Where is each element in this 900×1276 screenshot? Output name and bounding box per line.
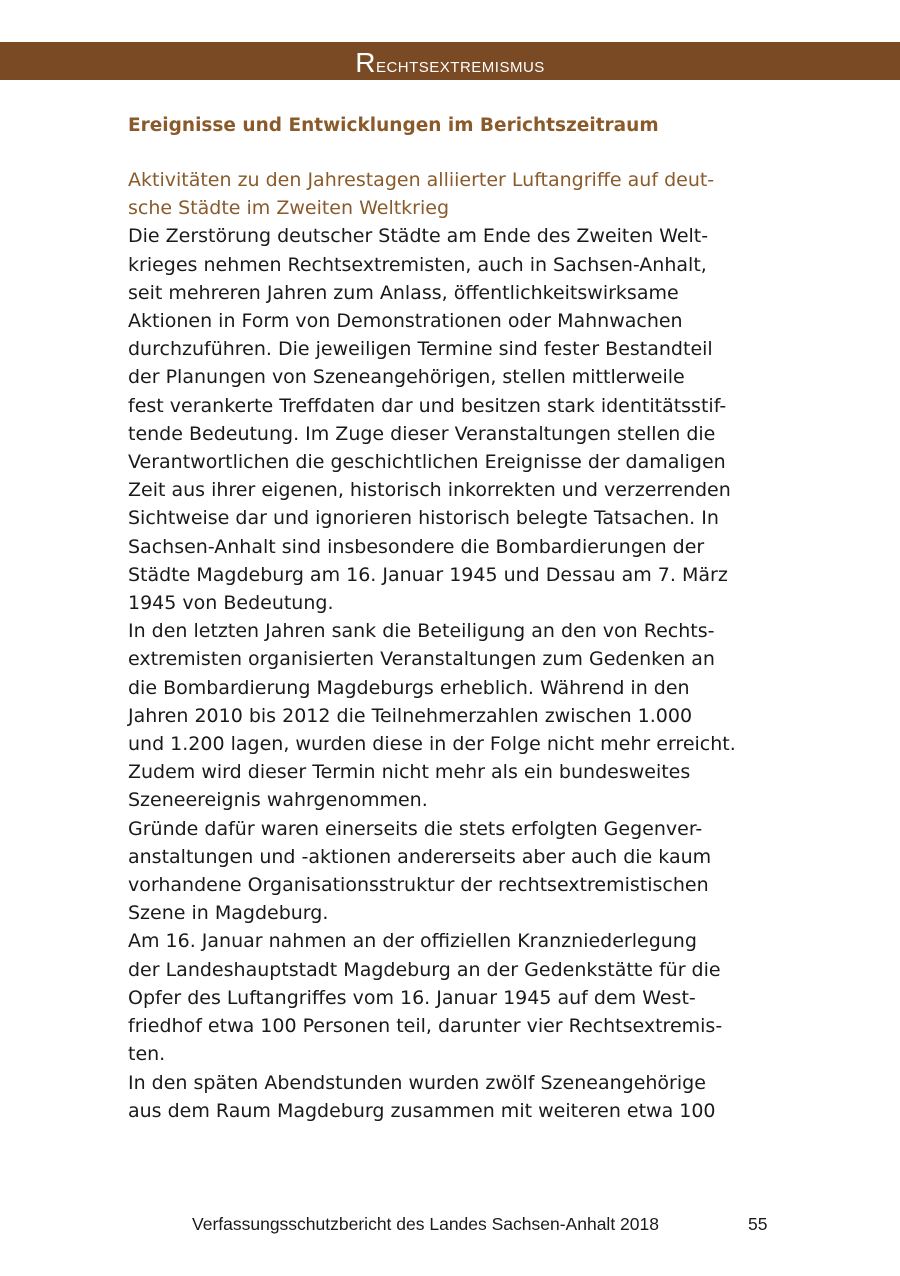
page-content (128, 112, 778, 1125)
page-number: 55 (748, 1214, 768, 1234)
subsection-heading: Aktivitäten zu den Jahrestagen alliierter Luftangriffe auf deut- sche Städte im Zweiten Weltkrieg (128, 169, 715, 220)
paragraph-evening: In den späten Abendstunden wurden zwölf Szeneangehörige aus dem Raum Magdeburg zusammen mit weiteren etwa 100 (128, 1071, 716, 1122)
paragraph-intro: Die Zerstörung deutscher Städte am Ende des Zweiten Welt- krieges nehmen Rechtsextremisten, auch in Sachsen-Anhalt, seit mehreren Jahren zum Anlass, öffentlichkeitswirksame Aktionen in Form von Demonstrationen oder Mahnwachen durchzuführen. Die jeweiligen Termine sind fester Bestandteil der Planungen von Szeneangehörigen, stellen mittlerweile fest verankerte Treffdaten dar und besitzen stark identitätsstif- tende Bedeutung. Im Zuge dieser Veranstaltungen stellen die Verantwortlichen die geschichtlichen Ereignisse der damaligen Zeit aus ihrer eigenen, historisch inkorrekten und verzerrenden Sichtweise dar und ignorieren historisch belegte Tatsachen. In Sachsen-Anhalt sind insbesondere die Bombardierungen der Städte Magdeburg am 16. Januar 1945 und Dessau am 7. März 1945 von Bedeutung. (128, 225, 731, 615)
paragraph-wreath-laying: Am 16. Januar nahmen an der offiziellen Kranzniederlegung der Landeshauptstadt Magdeburg an der Gedenkstätte für die Opfer des Luftangriffes vom 16. Januar 1945 auf dem West- friedhof etwa 100 Personen teil, darunter vier Rechtsextremis- ten. (128, 930, 723, 1066)
chapter-title-initial: R (355, 47, 376, 78)
paragraph-reasons: Gründe dafür waren einerseits die stets erfolgten Gegenver- anstaltungen und -aktionen andererseits aber auch die kaum vorhandene Organisationsstruktur der rechtsextremistischen Szene in Magdeburg. (128, 817, 712, 925)
chapter-title (0, 42, 900, 80)
footer-publication-title: Verfassungsschutzbericht des Landes Sachsen-Anhalt 2018 (192, 1214, 659, 1234)
chapter-title-rest: echtsextremismus (375, 54, 545, 77)
page-footer (0, 1214, 900, 1238)
paragraph-participation: In den letzten Jahren sank die Beteiligung an den von Rechts- extremisten organisierten Veranstaltungen zum Gedenken an die Bombardierung Magdeburgs erheblich. Während in den Jahren 2010 bis 2012 die Teilnehmerzahlen zwischen 1.000 und 1.200 lagen, wurden diese in der Folge nicht mehr erreicht. Zudem wird dieser Termin nicht mehr als ein bundesweites Szeneereignis wahrgenommen. (128, 620, 736, 812)
section-heading: Ereignisse und Entwicklungen im Berichtszeitraum (128, 115, 659, 136)
